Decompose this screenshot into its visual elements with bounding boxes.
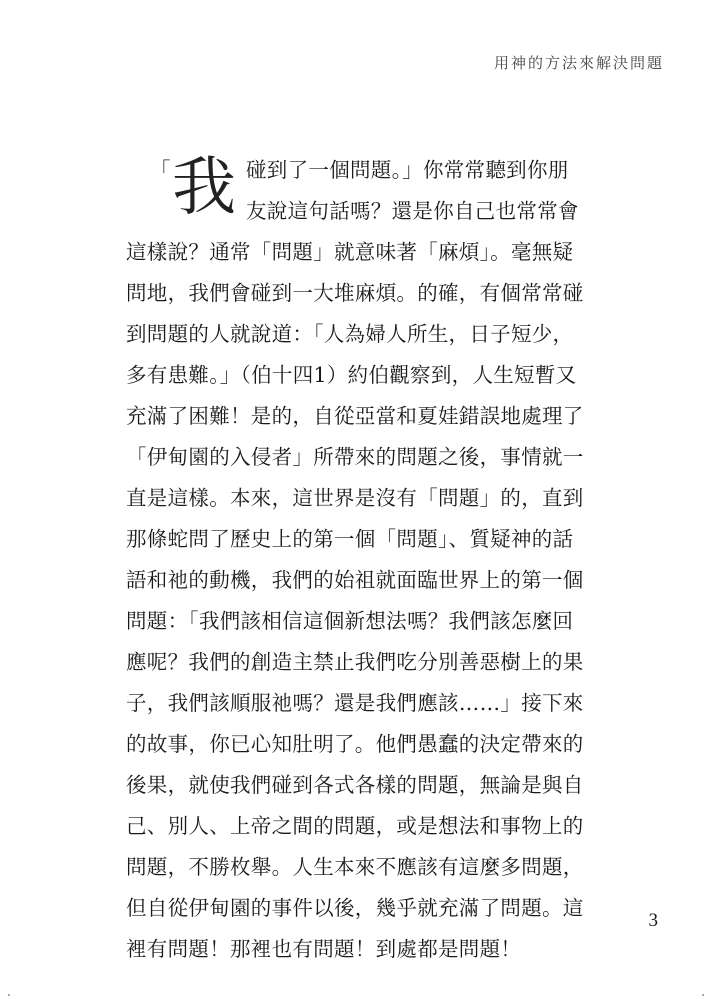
text-line: 後果，就使我們碰到各式各樣的問題，無論是與自 xyxy=(126,773,584,797)
text-line: 子，我們該順服祂嗎？還是我們應該……」接下來 xyxy=(126,691,584,715)
text-line: 裡有問題！那裡也有問題！到處都是問題！ xyxy=(126,937,522,961)
text-line: 直是這樣。本來，這世界是沒有「問題」的，直到 xyxy=(126,486,584,510)
scan-speck xyxy=(8,994,10,996)
scan-speck xyxy=(702,994,704,996)
text-line: 友說這句話嗎？還是你自己也常常會 xyxy=(246,199,579,223)
text-line: 問地，我們會碰到一大堆麻煩。的確，有個常常碰 xyxy=(126,281,584,305)
text-line: 問題，不勝枚舉。人生本來不應該有這麼多問題， xyxy=(126,855,584,879)
text-line: 到問題的人就說道：「人為婦人所生，日子短少， xyxy=(126,322,574,346)
text-line: 問題：「我們該相信這個新想法嗎？我們該怎麼回 xyxy=(126,609,574,633)
text-line: 的故事，你已心知肚明了。他們愚蠢的決定帶來的 xyxy=(126,732,584,756)
text-line: 多有患難。」（伯十四1）約伯觀察到，人生短暫又 xyxy=(126,363,577,387)
text-line: 充滿了困難！是的，自從亞當和夏娃錯誤地處理了 xyxy=(126,404,584,428)
text-line: 那條蛇問了歷史上的第一個「問題」、質疑神的話 xyxy=(126,527,574,551)
drop-cap: 我 xyxy=(172,151,236,225)
opening-quote: 「 xyxy=(150,158,171,182)
text-line: 這樣說？通常「問題」就意味著「麻煩」。毫無疑 xyxy=(126,240,574,264)
running-header: 用神的方法來解決問題 xyxy=(493,54,664,72)
body-text xyxy=(126,150,622,970)
text-line: 碰到了一個問題。」你常常聽到你朋 xyxy=(246,158,569,182)
text-line: 「伊甸園的入侵者」所帶來的問題之後，事情就一 xyxy=(126,445,584,469)
text-line: 但自從伊甸園的事件以後，幾乎就充滿了問題。這 xyxy=(126,896,584,920)
text-line: 己、別人、上帝之間的問題，或是想法和事物上的 xyxy=(126,814,584,838)
text-line: 應呢？我們的創造主禁止我們吃分別善惡樹上的果 xyxy=(126,650,584,674)
page-number: 3 xyxy=(648,910,658,931)
text-line: 語和祂的動機，我們的始祖就面臨世界上的第一個 xyxy=(126,568,584,592)
